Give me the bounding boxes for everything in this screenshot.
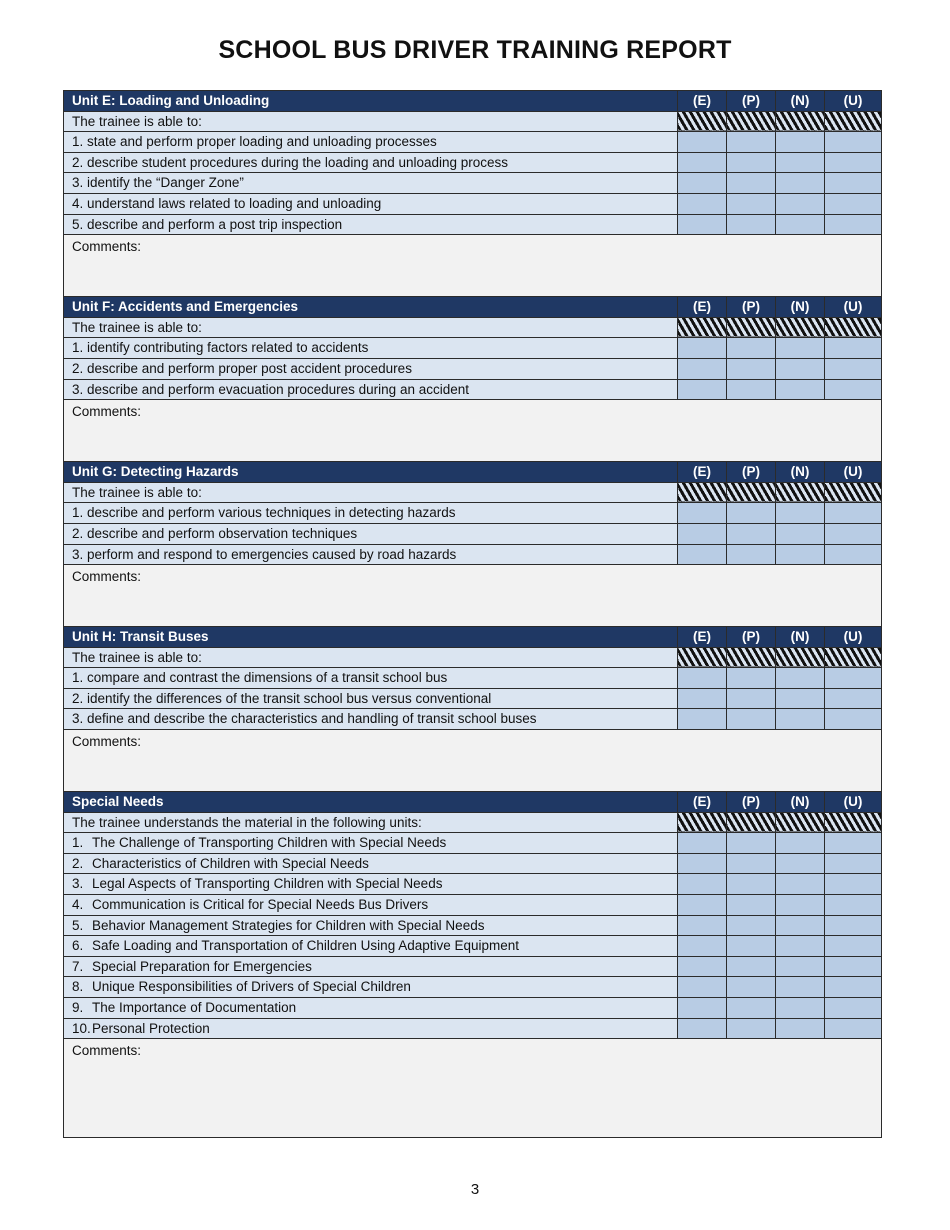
special-needs-item [64,833,678,854]
hatched-cell [727,317,776,338]
unit-header-row [64,792,882,813]
rating-cell-u[interactable] [825,503,882,524]
rating-cell-e[interactable] [678,956,727,977]
rating-cell-p[interactable] [727,338,776,359]
objective-text: 3. perform and respond to emergencies caused by road hazards [64,544,678,565]
intro-text: The trainee is able to: [64,482,678,503]
comments-row [64,730,882,792]
rating-cell-u[interactable] [825,833,882,854]
rating-column-header: (P) [727,297,776,318]
unit-title: Unit F: Accidents and Emergencies [64,297,678,318]
hatched-cell [727,812,776,833]
objective-row [64,688,882,709]
rating-cell-p[interactable] [727,132,776,153]
rating-cell-e[interactable] [678,688,727,709]
rating-cell-e[interactable] [678,709,727,730]
hatched-cell [678,111,727,132]
rating-cell-n[interactable] [776,895,825,916]
unit-title: Special Needs [64,792,678,813]
comments-field[interactable] [64,1039,882,1138]
rating-cell-e[interactable] [678,977,727,998]
rating-column-header: (P) [727,792,776,813]
rating-cell-n[interactable] [776,132,825,153]
rating-cell-p[interactable] [727,544,776,565]
objective-text: 2. identify the differences of the transit school bus versus conventional [64,688,678,709]
rating-cell-n[interactable] [776,915,825,936]
special-needs-row [64,853,882,874]
rating-cell-n[interactable] [776,1018,825,1039]
rating-cell-u[interactable] [825,977,882,998]
rating-cell-p[interactable] [727,358,776,379]
intro-text: The trainee understands the material in the following units: [64,812,678,833]
comments-label: Comments: [72,404,142,420]
objective-text: 5. describe and perform a post trip inspection [64,214,678,235]
special-needs-row [64,1018,882,1039]
special-needs-item [64,977,678,998]
rating-column-header: (P) [727,627,776,648]
special-needs-item [64,1018,678,1039]
item-number: 2. [72,855,84,871]
objective-row [64,523,882,544]
rating-cell-n[interactable] [776,338,825,359]
rating-cell-n[interactable] [776,379,825,400]
special-needs-row [64,874,882,895]
rating-cell-p[interactable] [727,523,776,544]
rating-cell-u[interactable] [825,358,882,379]
rating-cell-u[interactable] [825,915,882,936]
rating-column-header: (U) [825,462,882,483]
unit-title: Unit G: Detecting Hazards [64,462,678,483]
rating-cell-n[interactable] [776,998,825,1019]
rating-cell-p[interactable] [727,688,776,709]
rating-cell-u[interactable] [825,152,882,173]
unit-header-row [64,462,882,483]
rating-cell-e[interactable] [678,998,727,1019]
rating-cell-e[interactable] [678,1018,727,1039]
hatched-cell [727,111,776,132]
rating-cell-p[interactable] [727,874,776,895]
unit-title: Unit E: Loading and Unloading [64,91,678,112]
rating-cell-e[interactable] [678,874,727,895]
rating-column-header: (E) [678,792,727,813]
rating-cell-n[interactable] [776,214,825,235]
special-needs-item [64,874,678,895]
comments-field[interactable] [64,235,882,297]
item-number: 10. [72,1020,91,1036]
item-text: Legal Aspects of Transporting Children with Special Needs [92,876,443,892]
rating-cell-u[interactable] [825,853,882,874]
rating-cell-p[interactable] [727,709,776,730]
hatched-cell [776,812,825,833]
hatched-cell [678,482,727,503]
comments-label: Comments: [72,239,142,255]
rating-column-header: (P) [727,462,776,483]
item-number: 9. [72,1000,84,1015]
objective-text: 1. identify contributing factors related to accidents [64,338,678,359]
rating-cell-n[interactable] [776,358,825,379]
hatched-cell [776,111,825,132]
objective-text: 1. compare and contrast the dimensions of a transit school bus [64,668,678,689]
rating-column-header: (U) [825,91,882,112]
unit-header-row [64,297,882,318]
objective-text: 3. describe and perform evacuation procedures during an accident [64,379,678,400]
item-number: 1. [72,835,84,851]
rating-cell-p[interactable] [727,833,776,854]
rating-cell-e[interactable] [678,152,727,173]
objective-row [64,152,882,173]
unit-title: Unit H: Transit Buses [64,627,678,648]
objective-text: 3. identify the “Danger Zone” [64,173,678,194]
hatched-cell [825,812,882,833]
hatched-cell [727,647,776,668]
rating-cell-e[interactable] [678,853,727,874]
rating-cell-p[interactable] [727,379,776,400]
page-number: 3 [470,1181,480,1198]
comments-label: Comments: [72,734,142,750]
rating-cell-u[interactable] [825,173,882,194]
special-needs-row [64,936,882,957]
objective-row [64,132,882,153]
comments-row [64,235,882,297]
rating-cell-u[interactable] [825,874,882,895]
rating-column-header: (N) [776,627,825,648]
comments-field[interactable] [64,400,882,462]
rating-cell-p[interactable] [727,193,776,214]
rating-cell-p[interactable] [727,956,776,977]
hatched-cell [825,111,882,132]
objective-text: 2. describe and perform observation techniques [64,523,678,544]
comments-label: Comments: [72,1043,142,1059]
rating-cell-e[interactable] [678,214,727,235]
unit-header-row [64,627,882,648]
special-needs-item [64,915,678,936]
objective-row [64,214,882,235]
special-needs-item [64,998,678,1019]
rating-cell-u[interactable] [825,132,882,153]
comments-field[interactable] [64,565,882,627]
hatched-cell [678,317,727,338]
rating-cell-n[interactable] [776,688,825,709]
rating-cell-p[interactable] [727,895,776,916]
intro-row [64,111,882,132]
rating-cell-e[interactable] [678,193,727,214]
objective-text: 1. state and perform proper loading and unloading processes [64,132,678,153]
intro-row [64,812,882,833]
rating-cell-u[interactable] [825,956,882,977]
objective-text: 1. describe and perform various techniques in detecting hazards [64,503,678,524]
rating-column-header: (E) [678,462,727,483]
rating-cell-p[interactable] [727,152,776,173]
rating-cell-n[interactable] [776,853,825,874]
item-number: 6. [72,938,84,954]
rating-cell-n[interactable] [776,193,825,214]
rating-cell-u[interactable] [825,338,882,359]
objective-row [64,544,882,565]
rating-cell-e[interactable] [678,503,727,524]
rating-cell-e[interactable] [678,544,727,565]
hatched-cell [776,647,825,668]
rating-cell-n[interactable] [776,173,825,194]
rating-cell-u[interactable] [825,998,882,1019]
rating-cell-e[interactable] [678,668,727,689]
hatched-cell [678,647,727,668]
special-needs-row [64,977,882,998]
special-needs-row [64,915,882,936]
rating-column-header: (U) [825,297,882,318]
rating-cell-n[interactable] [776,977,825,998]
intro-text: The trainee is able to: [64,111,678,132]
rating-cell-p[interactable] [727,1018,776,1039]
special-needs-item [64,895,678,916]
rating-column-header: (E) [678,91,727,112]
rating-cell-u[interactable] [825,214,882,235]
comments-field[interactable] [64,730,882,792]
objective-text: 2. describe student procedures during the loading and unloading process [64,152,678,173]
rating-cell-u[interactable] [825,895,882,916]
page-title: SCHOOL BUS DRIVER TRAINING REPORT [218,36,732,64]
rating-cell-n[interactable] [776,956,825,977]
rating-cell-n[interactable] [776,709,825,730]
rating-cell-e[interactable] [678,338,727,359]
training-report-table [63,90,882,1138]
item-text: The Challenge of Transporting Children with Special Needs [92,835,447,851]
objective-text: 3. define and describe the characteristics and handling of transit school buses [64,709,678,730]
item-number: 5. [72,917,84,933]
hatched-cell [678,812,727,833]
rating-column-header: (E) [678,627,727,648]
comments-row [64,565,882,627]
rating-cell-p[interactable] [727,977,776,998]
item-number: 4. [72,897,84,913]
rating-cell-p[interactable] [727,915,776,936]
item-text: Personal Protection [92,1020,210,1036]
hatched-cell [825,317,882,338]
objective-row [64,358,882,379]
rating-cell-n[interactable] [776,544,825,565]
item-text: Unique Responsibilities of Drivers of Special Children [92,979,411,995]
rating-column-header: (P) [727,91,776,112]
comments-row [64,1039,882,1138]
intro-row [64,482,882,503]
rating-cell-u[interactable] [825,1018,882,1039]
hatched-cell [727,482,776,503]
rating-cell-n[interactable] [776,936,825,957]
rating-cell-u[interactable] [825,709,882,730]
rating-column-header: (E) [678,297,727,318]
special-needs-row [64,956,882,977]
rating-cell-p[interactable] [727,668,776,689]
rating-cell-p[interactable] [727,998,776,1019]
objective-text: 4. understand laws related to loading and unloading [64,193,678,214]
rating-column-header: (N) [776,792,825,813]
objective-row [64,338,882,359]
item-text: Safe Loading and Transportation of Children Using Adaptive Equipment [92,938,520,954]
hatched-cell [776,482,825,503]
objective-row [64,379,882,400]
item-number: 3. [72,876,84,892]
rating-cell-e[interactable] [678,936,727,957]
special-needs-item [64,956,678,977]
rating-cell-n[interactable] [776,523,825,544]
rating-cell-e[interactable] [678,132,727,153]
comments-row [64,400,882,462]
hatched-cell [825,482,882,503]
rating-cell-u[interactable] [825,544,882,565]
rating-cell-n[interactable] [776,668,825,689]
rating-cell-p[interactable] [727,853,776,874]
intro-row [64,647,882,668]
item-text: Characteristics of Children with Special Needs [92,855,369,871]
objective-row [64,668,882,689]
rating-column-header: (U) [825,627,882,648]
rating-cell-u[interactable] [825,688,882,709]
item-text: Special Preparation for Emergencies [92,958,312,974]
rating-cell-p[interactable] [727,214,776,235]
rating-cell-p[interactable] [727,173,776,194]
objective-row [64,709,882,730]
hatched-cell [776,317,825,338]
rating-cell-n[interactable] [776,503,825,524]
rating-cell-e[interactable] [678,173,727,194]
rating-column-header: (N) [776,462,825,483]
rating-cell-e[interactable] [678,379,727,400]
item-number: 7. [72,958,84,974]
intro-text: The trainee is able to: [64,317,678,338]
special-needs-item [64,936,678,957]
rating-cell-u[interactable] [825,523,882,544]
rating-column-header: (U) [825,792,882,813]
rating-cell-u[interactable] [825,379,882,400]
rating-cell-n[interactable] [776,152,825,173]
rating-cell-e[interactable] [678,915,727,936]
special-needs-item [64,853,678,874]
item-text: Behavior Management Strategies for Children with Special Needs [92,917,485,933]
rating-cell-p[interactable] [727,503,776,524]
item-number: 8. [72,979,84,995]
rating-cell-u[interactable] [825,193,882,214]
objective-row [64,173,882,194]
rating-cell-n[interactable] [776,874,825,895]
rating-cell-e[interactable] [678,358,727,379]
rating-cell-p[interactable] [727,936,776,957]
special-needs-row [64,895,882,916]
special-needs-row [64,833,882,854]
rating-cell-n[interactable] [776,833,825,854]
unit-header-row [64,91,882,112]
rating-column-header: (N) [776,297,825,318]
objective-text: 2. describe and perform proper post accident procedures [64,358,678,379]
rating-cell-e[interactable] [678,895,727,916]
rating-column-header: (N) [776,91,825,112]
intro-row [64,317,882,338]
comments-label: Comments: [72,569,142,585]
special-needs-row [64,998,882,1019]
item-text: Communication is Critical for Special Needs Bus Drivers [92,897,429,913]
rating-cell-u[interactable] [825,668,882,689]
objective-row [64,193,882,214]
rating-cell-e[interactable] [678,833,727,854]
objective-row [64,503,882,524]
hatched-cell [825,647,882,668]
intro-text: The trainee is able to: [64,647,678,668]
rating-cell-u[interactable] [825,936,882,957]
rating-cell-e[interactable] [678,523,727,544]
item-text: The Importance of Documentation [92,1000,297,1015]
